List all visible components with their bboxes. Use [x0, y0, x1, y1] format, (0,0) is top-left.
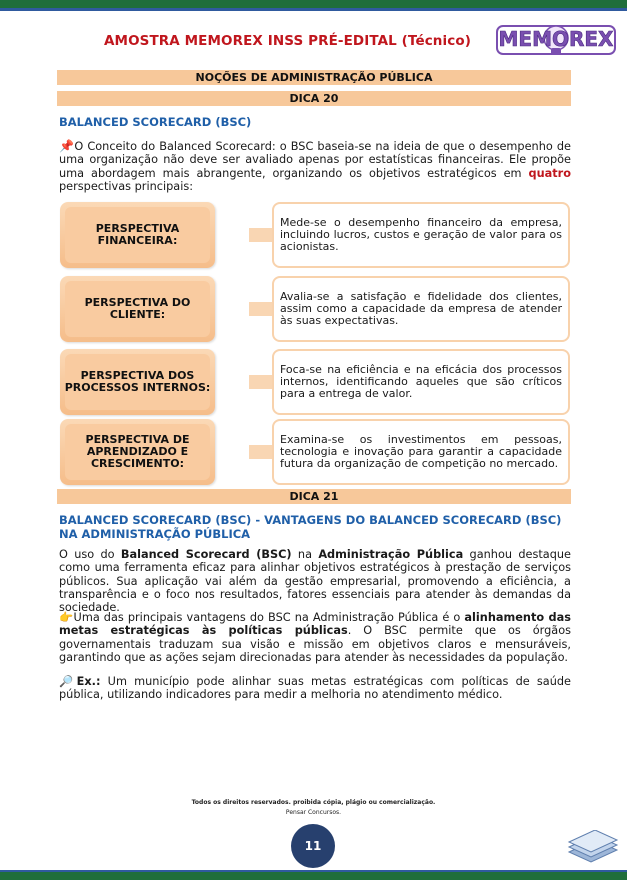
document-title: AMOSTRA MEMOREX INSS PRÉ-EDITAL (Técnico) — [104, 33, 471, 49]
top-stripe-blue — [0, 8, 627, 11]
rights-notice: Todos os direitos reservados. proibida cópia, plágio ou comercialização. — [191, 799, 436, 806]
perspective-row — [60, 349, 572, 415]
top-stripe — [0, 0, 627, 8]
pointing-hand-icon: 👉 — [59, 611, 74, 624]
logo-text: MEMOREX — [498, 27, 614, 51]
perspective-title-box — [60, 276, 215, 342]
bsc-intro: 📌O Conceito do Balanced Scorecard: o BSC baseia-se na ideia de que o desempenho de uma organização não deve ser avaliado apenas por estatísticas financeiras. Ele propõe uma abordagem mais abrangente, organizando os objetivos estratégicos em quatro perspectivas principais: — [59, 139, 571, 193]
perspective-description: Mede-se o desempenho financeiro da empresa, incluindo lucros, custos e geração de valor para os acionistas. — [280, 216, 562, 253]
bsc-advantage-paragraph: 👉Uma das principais vantagens do BSC na Administração Pública é o alinhamento das metas estratégicas às políticas públicas. O BSC permite que os órgãos governamentais traduzam sua visão e missão em objetivos claros e mensuráveis, garantindo que as ações sejam direcionadas para atender às necessidades da população. — [59, 611, 572, 664]
perspective-title: PERSPECTIVA DO CLIENTE: — [84, 296, 191, 321]
perspective-description: Examina-se os investimentos em pessoas, tecnologia e inovação para garantir a capacidade futura da organização de competição no mercado. — [280, 433, 562, 470]
dica-20-label: DICA 20 — [57, 91, 571, 106]
magnifier-icon: 🔎 — [59, 675, 77, 688]
footer-brand: Pensar Concursos. — [285, 809, 342, 816]
example-paragraph: 🔎Ex.: Um município pode alinhar suas metas estratégicas com políticas de saúde pública, utilizando indicadores para medir a melhoria no atendimento médico. — [59, 675, 571, 702]
perspective-description-box — [272, 276, 570, 342]
perspective-title-box — [60, 202, 215, 268]
perspective-description-box — [272, 349, 570, 415]
dica-20-heading: BALANCED SCORECARD (BSC) — [59, 115, 252, 129]
perspective-title: PERSPECTIVA DE APRENDIZADO E CRESCIMENTO: — [85, 433, 190, 470]
perspective-description-box — [272, 419, 570, 485]
example-label: Ex.: — [76, 675, 101, 688]
dica-21-heading: BALANCED SCORECARD (BSC) - VANTAGENS DO BALANCED SCORECARD (BSC) NA ADMINISTRAÇÃO PÚBLICA — [59, 513, 562, 541]
pin-icon: 📌 — [59, 139, 75, 153]
perspective-title-box — [60, 349, 215, 415]
perspective-row — [60, 419, 572, 485]
bsc-public-admin-paragraph: O uso do Balanced Scorecard (BSC) na Administração Pública ganhou destaque como uma ferramenta eficaz para alinhar objetivos estratégicos à prestação de serviços públicos. Sua aplicação vai além da gestão empresarial, promovendo a eficiência, a transparência e o foco nos resultados, fatores essenciais para atender às demandas da sociedade. — [59, 548, 571, 615]
bottom-stripe — [0, 872, 627, 880]
perspective-row — [60, 276, 572, 342]
perspective-title: PERSPECTIVA FINANCEIRA: — [95, 222, 180, 247]
perspective-description: Avalia-se a satisfação e fidelidade dos clientes, assim como a capacidade da empresa de atender às suas expectativas. — [280, 290, 562, 327]
perspective-description: Foca-se na eficiência e na eficácia dos processos internos, identificando aqueles que são críticos para a entrega de valor. — [280, 363, 562, 400]
intro-highlight: quatro — [528, 166, 571, 180]
perspective-description-box — [272, 202, 570, 268]
book-stack-icon — [565, 830, 621, 864]
page-number: 11 — [291, 824, 335, 868]
perspective-row — [60, 202, 572, 268]
section-title: NOÇÕES DE ADMINISTRAÇÃO PÚBLICA — [57, 70, 571, 85]
perspective-title-box — [60, 419, 215, 485]
memorex-logo — [496, 22, 616, 58]
perspective-title: PERSPECTIVA DOS PROCESSOS INTERNOS: — [64, 369, 211, 394]
dica-21-label: DICA 21 — [57, 489, 571, 504]
